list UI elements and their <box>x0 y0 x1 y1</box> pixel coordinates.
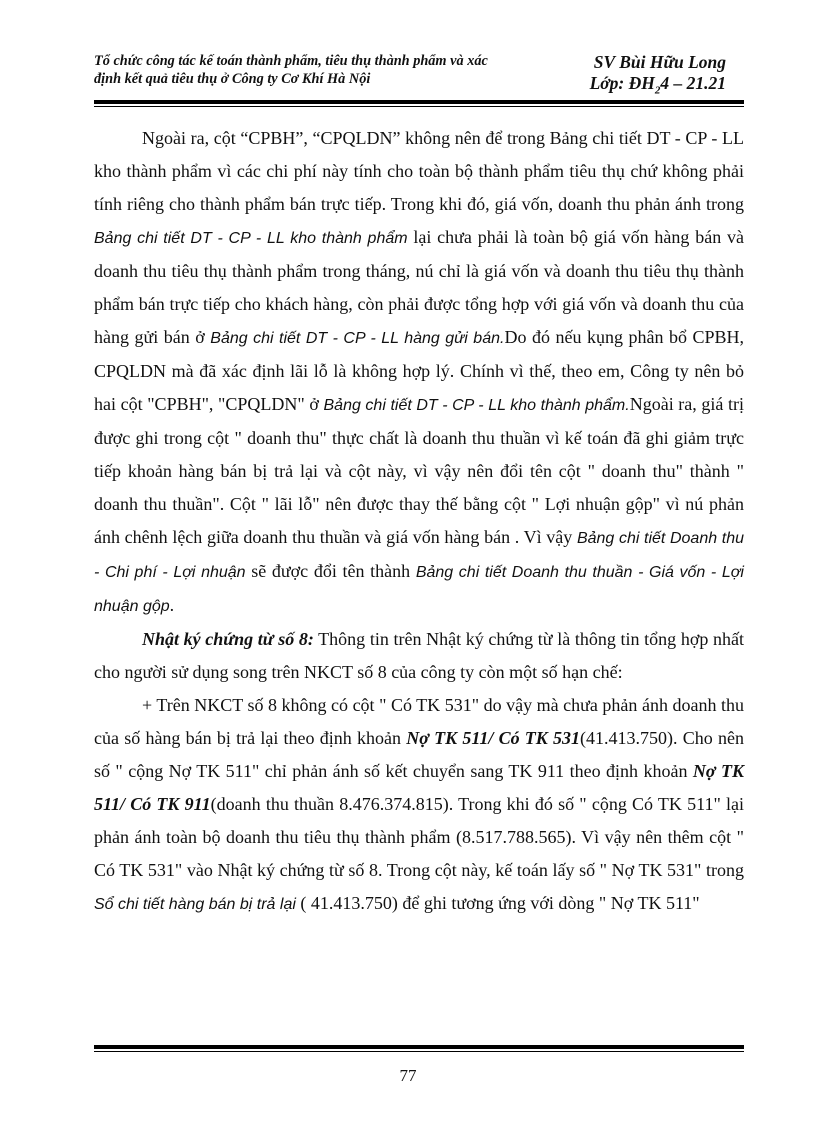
p1-italic-5: Bảng chi tiết Doanh thu thuần - Giá vốn - Lợi nhuận gộp <box>94 564 744 615</box>
class-subscript: 2 <box>654 84 661 97</box>
title-line-2: định kết quả tiêu thụ ở Công ty Cơ Khí Hà Nội <box>94 71 371 87</box>
header-rule-thin <box>94 106 744 107</box>
header-rule-thick <box>94 100 744 104</box>
p3-bold-2: Nợ TK 511/ Có TK 911 <box>94 761 744 814</box>
p1-text-2: lại chưa phải là toàn bộ giá vốn hàng bán và doanh thu tiêu thụ thành phẩm trong tháng, nú chỉ là giá vốn và doanh thu tiêu thụ thành phẩm bán trực tiếp cho khách hàng, còn phải được tổng hợp với giá vốn và doanh thu của hàng gửi bán ở <box>94 227 744 347</box>
p1-text-3: Do đó nếu kụng phân bổ CPBH, CPQLDN mà đã xác định lãi lỗ là không hợp lý. Chính vì thế, theo em, Công ty nên bỏ hai cột "CPBH", "CPQLDN" ở <box>94 327 744 414</box>
class-prefix: Lớp: ĐH <box>589 73 655 93</box>
title-line-1: Tổ chức công tác kế toán thành phẩm, tiêu thụ thành phẩm và xác <box>94 53 488 69</box>
p1-italic-2: Bảng chi tiết DT - CP - LL hàng gửi bán. <box>210 330 505 347</box>
class-label <box>590 73 726 102</box>
author-info <box>590 52 726 102</box>
p3-text-4: ( 41.413.750) để ghi tương ứng với dòng " Nợ TK 511" <box>295 893 700 913</box>
footer-rule-thick <box>94 1045 744 1049</box>
page-number: 77 <box>399 1066 417 1085</box>
class-suffix: 4 – 21.21 <box>660 73 726 93</box>
paragraph-3 <box>94 689 744 921</box>
p3-text-3: (doanh thu thuần 8.476.374.815). Trong khi đó số " cộng Có TK 511" lại phản ánh toàn bộ doanh thu tiêu thụ thành phẩm (8.517.788.565). Vì vậy nên thêm cột " Có TK 531" vào Nhật ký chứng từ số 8. Trong cột này, kế toán lấy số " Nợ TK 531" trong <box>94 794 744 880</box>
p1-text-6: . <box>169 595 175 615</box>
p3-italic-1: Sổ chi tiết hàng bán bị trả lại <box>94 896 296 913</box>
paragraph-2 <box>94 623 744 689</box>
p3-text-1: + Trên NKCT số 8 không có cột " Có TK 531" do vậy mà chưa phản ánh doanh thu của số hàng bán bị trả lại theo định khoản <box>94 695 744 748</box>
p3-text-2: (41.413.750). Cho nên số " cộng Nợ TK 511" chỉ phản ánh số kết chuyển sang TK 911 theo định khoản <box>94 728 744 781</box>
footer-rule-thin <box>94 1051 744 1052</box>
student-name: SV Bùi Hữu Long <box>593 52 726 72</box>
p1-italic-3: Bảng chi tiết DT - CP - LL kho thành phẩm. <box>323 397 630 414</box>
paragraph-1 <box>94 122 744 623</box>
p3-bold-1: Nợ TK 511/ Có TK 531 <box>406 728 581 748</box>
p1-text-5: sẽ được đổi tên thành <box>245 561 416 581</box>
p1-italic-4: Bảng chi tiết Doanh thu - Chi phí - Lợi nhuận <box>94 530 744 581</box>
p1-text-1: Ngoài ra, cột “CPBH”, “CPQLDN” không nên để trong Bảng chi tiết DT - CP - LL kho thành phẩm vì các chi phí này tính cho toàn bộ thành phẩm tiêu thụ chứ không phải tính riêng cho thành phẩm bán trực tiếp. Trong khi đó, giá vốn, doanh thu phản ánh trong <box>94 128 744 214</box>
document-title <box>94 52 564 88</box>
p1-italic-1: Bảng chi tiết DT - CP - LL kho thành phẩm <box>94 230 408 247</box>
p2-text: Thông tin trên Nhật ký chứng từ là thông tin tổng hợp nhất cho người sử dụng song trên NKCT số 8 của công ty còn một số hạn chế: <box>94 629 744 682</box>
p1-text-4: Ngoài ra, giá trị được ghi trong cột " doanh thu" thực chất là doanh thu thuần vì kế toán đã ghi giảm trực tiếp khoản hàng bán bị trả lại và cột này, vì vậy nên đổi tên cột " doanh thu" thành " doanh thu thuần". Cột " lãi lỗ" nên được thay thế bằng cột " Lợi nhuận gộp" vì nú phản ánh chênh lệch giữa doanh thu thuần và giá vốn hàng bán . Vì vậy <box>94 394 745 547</box>
p2-heading: Nhật ký chứng từ số 8: <box>142 629 314 649</box>
page-header <box>94 52 744 96</box>
page-body <box>94 122 744 921</box>
